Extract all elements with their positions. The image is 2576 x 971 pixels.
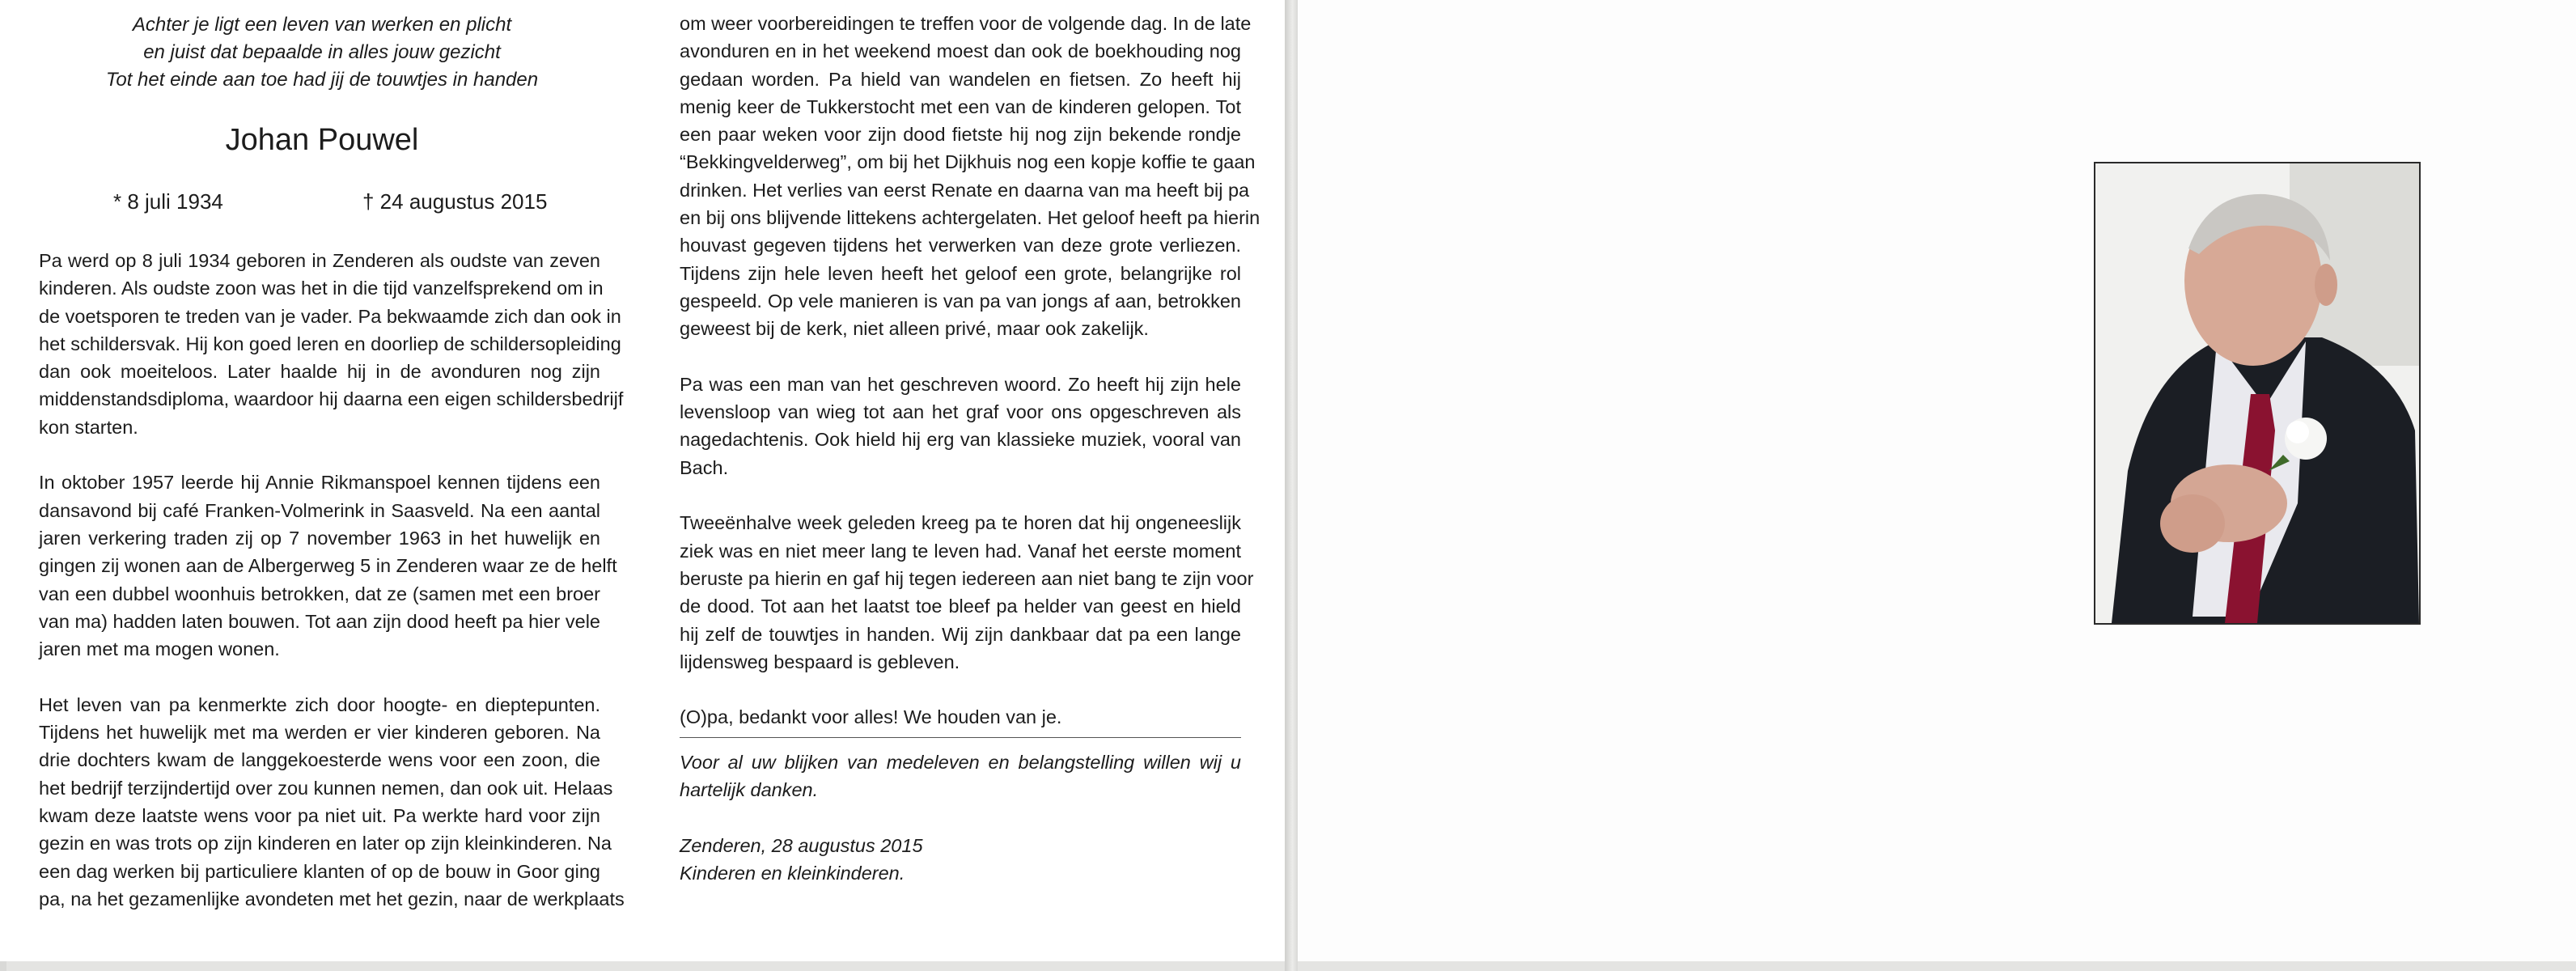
text-line: Pa werd op 8 juli 1934 geboren in Zenderen als oudste van zeven	[39, 250, 600, 271]
text-line: menig keer de Tukkerstocht met een van de kinderen gelopen. Tot	[680, 95, 1241, 117]
paragraph	[680, 371, 1241, 481]
text-line: Tijdens het huwelijk met ma werden er vier kinderen geboren. Na	[39, 722, 600, 744]
signature-family: Kinderen en kleinkinderen.	[680, 862, 905, 884]
deceased-name: Johan Pouwel	[225, 123, 419, 157]
text-line: kinderen. Als oudste zoon was het in die tijd vanzelfsprekend om in	[39, 278, 604, 299]
text-line: nagedachtenis. Ook hield hij erg van klassieke muziek, vooral van	[680, 429, 1241, 451]
text-line: gingen zij wonen aan de Albergerweg 5 in Zenderen waar ze de helft	[39, 555, 617, 577]
text-line: het bedrijf terzijndertijd over zou kunnen nemen, dan ook uit. Helaas	[39, 777, 613, 799]
text-line: middenstandsdiploma, waardoor hij daarna een eigen schildersbedrijf	[39, 388, 624, 410]
text-line: en bij ons blijvende littekens achtergelaten. Het geloof heeft pa hierin	[680, 207, 1260, 229]
text-line: beruste pa hierin en gaf hij tegen iedereen aan niet bang te zijn voor	[680, 567, 1254, 589]
left-text-column	[39, 247, 625, 913]
thanks-text	[680, 748, 1241, 804]
right-column-body	[680, 10, 1260, 731]
poem	[39, 11, 605, 94]
portrait-illustration	[2095, 163, 2419, 623]
divider-line	[680, 737, 1241, 738]
text-line: kwam deze laatste wens voor pa niet uit. Pa werkte hard voor zijn	[39, 804, 600, 826]
text-line: een paar weken voor zijn dood fietste hij nog zijn bekende rondje	[680, 124, 1241, 146]
text-line: Het leven van pa kenmerkte zich door hoogte- en dieptepunten.	[39, 693, 600, 715]
text-line: de voetsporen te treden van je vader. Pa bekwaamde zich dan ook in	[39, 305, 621, 327]
paragraph	[680, 10, 1260, 343]
text-line: drie dochters kwam de langgekoesterde wens voor een zoon, die	[39, 749, 600, 771]
text-line: lijdensweg bespaard is gebleven.	[680, 651, 960, 672]
text-line: van een dubbel woonhuis betrokken, dat ze (samen met een broer	[39, 583, 600, 604]
text-line: jaren verkering traden zij op 7 november 1963 in het huwelijk en	[39, 527, 600, 549]
poem-line: Achter je ligt een leven van werken en plicht	[132, 14, 512, 36]
card-fold	[1285, 0, 1298, 971]
text-line: levensloop van wieg tot aan het graf voor ons opgeschreven als	[680, 401, 1241, 423]
signature	[680, 832, 1241, 888]
text-line: hij zelf de touwtjes in handen. Wij zijn dankbaar dat pa een lange	[680, 623, 1241, 645]
text-line: avonduren en in het weekend moest dan ook de boekhouding nog	[680, 40, 1241, 62]
text-line: In oktober 1957 leerde hij Annie Rikmanspoel kennen tijdens een	[39, 472, 600, 494]
text-line: ziek was en niet meer lang te leven had. Vanaf het eerste moment	[680, 540, 1241, 562]
text-line: de dood. Tot aan het laatst toe bleef pa helder van geest en hield	[680, 596, 1241, 617]
text-line: om weer voorbereidingen te treffen voor de volgende dag. In de late	[680, 13, 1252, 34]
text-line: gespeeld. Op vele manieren is van pa van jongs af aan, betrokken	[680, 290, 1241, 312]
portrait-photo	[2094, 162, 2421, 625]
text-line: Pa was een man van het geschreven woord. Zo heeft hij zijn hele	[680, 373, 1241, 395]
text-line: gezin en was trots op zijn kinderen en later op zijn kleinkinderen. Na	[39, 833, 612, 854]
text-line: een dag werken bij particuliere klanten of op de bouw in Goor ging	[39, 860, 600, 882]
text-line: (O)pa, bedankt voor alles! We houden van je.	[680, 706, 1062, 728]
paragraph	[39, 469, 617, 663]
text-line: Tijdens zijn hele leven heeft het geloof een grote, belangrijke rol	[680, 262, 1241, 284]
text-line: dan ook moeiteloos. Later haalde hij in de avonduren nog zijn	[39, 361, 600, 383]
text-line: kon starten.	[39, 416, 138, 438]
right-text-column	[680, 10, 1260, 887]
paragraph	[39, 247, 624, 441]
text-line: drinken. Het verlies van eerst Renate en daarna van ma heeft bij pa	[680, 179, 1250, 201]
paragraph	[39, 691, 625, 913]
birth-date: * 8 juli 1934	[113, 189, 223, 214]
text-line: van ma) hadden laten bouwen. Tot aan zijn dood heeft pa hier vele	[39, 610, 600, 632]
text-line: gedaan worden. Pa hield van wandelen en fietsen. Zo heeft hij	[680, 68, 1241, 90]
text-line: het schildersvak. Hij kon goed leren en doorliep de schildersopleiding	[39, 333, 621, 354]
paragraph	[680, 703, 1241, 731]
text-line: Tweeënhalve week geleden kreeg pa te horen dat hij ongeneeslijk	[680, 512, 1241, 534]
card-inner-spread	[0, 0, 1285, 961]
text-line: jaren met ma mogen wonen.	[39, 638, 280, 660]
text-line: geweest bij de kerk, niet alleen privé, maar ook zakelijk.	[680, 318, 1149, 340]
signature-place-date: Zenderen, 28 augustus 2015	[680, 834, 923, 856]
text-line: pa, na het gezamenlijke avondeten met het gezin, naar de werkplaats	[39, 888, 625, 910]
text-line: hartelijk danken.	[680, 779, 819, 801]
text-line: dansavond bij café Franken-Volmerink in Saasveld. Na een aantal	[39, 499, 600, 521]
paragraph	[680, 509, 1254, 676]
poem-line: Tot het einde aan toe had jij de touwtjes in handen	[105, 69, 539, 91]
text-line: “Bekkingvelderweg”, om bij het Dijkhuis nog een kopje koffie te gaan	[680, 151, 1256, 173]
text-line: Bach.	[680, 456, 729, 478]
text-line: Voor al uw blijken van medeleven en belangstelling willen wij u	[680, 751, 1241, 773]
text-line: houvast gegeven tijdens het verwerken van deze grote verliezen.	[680, 235, 1241, 257]
death-date: † 24 augustus 2015	[362, 189, 548, 214]
poem-line: en juist dat bepaalde in alles jouw gezicht	[143, 41, 501, 63]
